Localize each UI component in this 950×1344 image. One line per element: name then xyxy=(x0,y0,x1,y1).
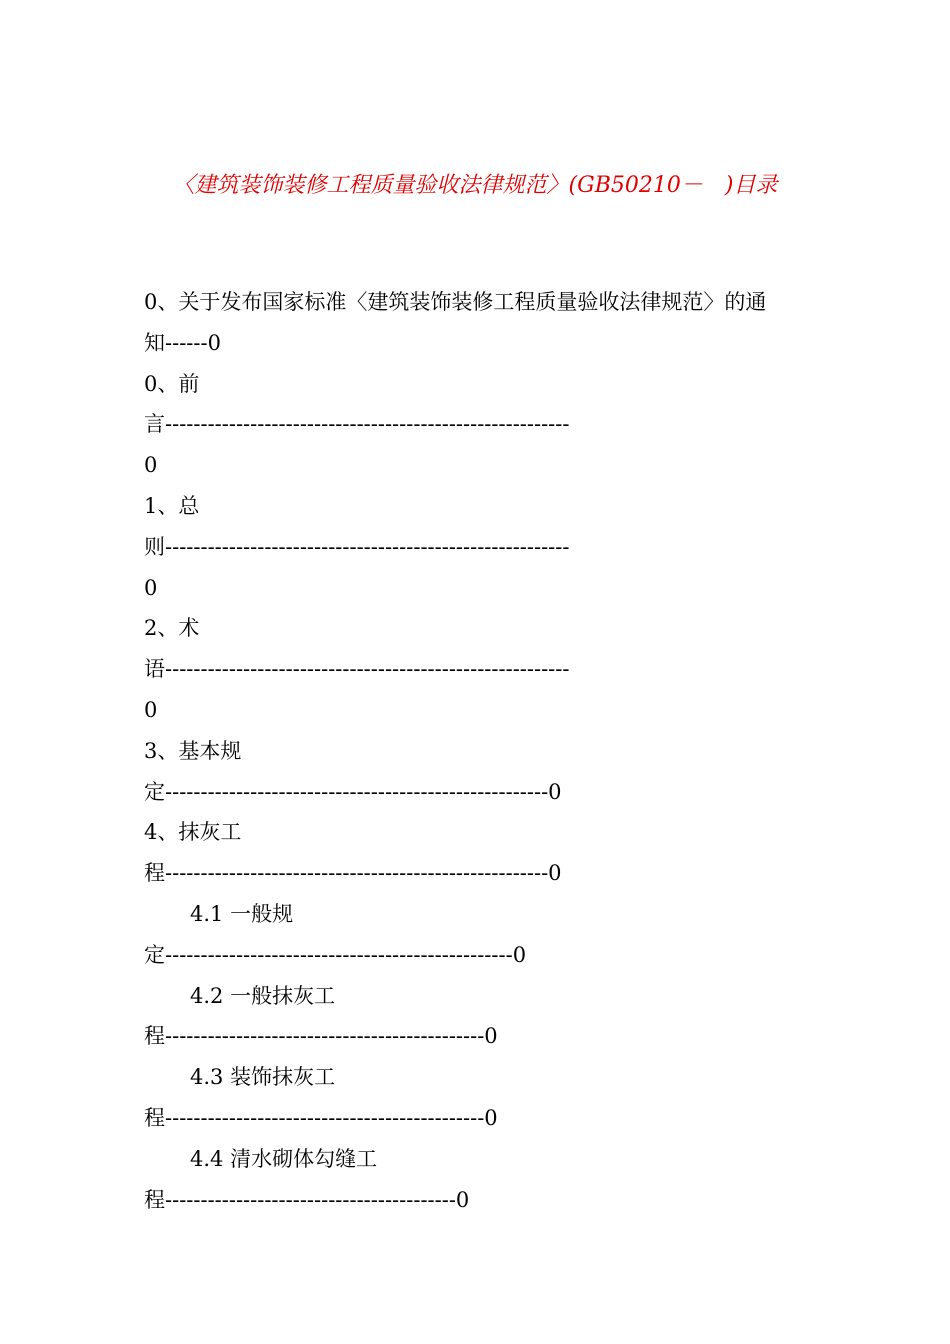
toc-line: 则--------------------------------------------------------- xyxy=(144,534,570,559)
toc-subsection-line: 4.1 一般规 xyxy=(190,901,294,926)
toc-line: 知------0 xyxy=(144,330,221,355)
toc-subsection-line: 4.2 一般抹灰工 xyxy=(190,983,336,1008)
toc-line: 语--------------------------------------------------------- xyxy=(144,657,570,682)
toc-subsection-line: 4.4 清水砌体勾缝工 xyxy=(190,1146,378,1171)
table-of-contents xyxy=(144,282,824,1220)
toc-line: 程---------------------------------------------0 xyxy=(144,1105,498,1130)
toc-line: 2、术 xyxy=(144,616,200,641)
toc-line: 0 xyxy=(144,453,158,478)
toc-line: 言--------------------------------------------------------- xyxy=(144,412,570,437)
toc-line: 定-------------------------------------------------0 xyxy=(144,942,527,967)
toc-subsection-line: 4.3 装饰抹灰工 xyxy=(190,1065,336,1090)
toc-line: 0、前 xyxy=(144,371,200,396)
toc-line: 0 xyxy=(144,575,158,600)
toc-line: 定------------------------------------------------------0 xyxy=(144,779,562,804)
toc-line: 程-----------------------------------------0 xyxy=(144,1187,470,1212)
toc-line: 0、关于发布国家标准〈建筑装饰装修工程质量验收法律规范〉的通 xyxy=(144,290,767,314)
toc-line: 3、基本规 xyxy=(144,738,242,763)
toc-line: 程---------------------------------------------0 xyxy=(144,1024,498,1049)
toc-line: 1、总 xyxy=(144,493,200,518)
toc-line: 0 xyxy=(144,697,158,722)
document-title: 〈建筑装饰装修工程质量验收法律规范〉(GB50210－ )目录 xyxy=(172,173,778,198)
toc-line: 程------------------------------------------------------0 xyxy=(144,861,562,886)
toc-line: 4、抹灰工 xyxy=(144,820,242,845)
